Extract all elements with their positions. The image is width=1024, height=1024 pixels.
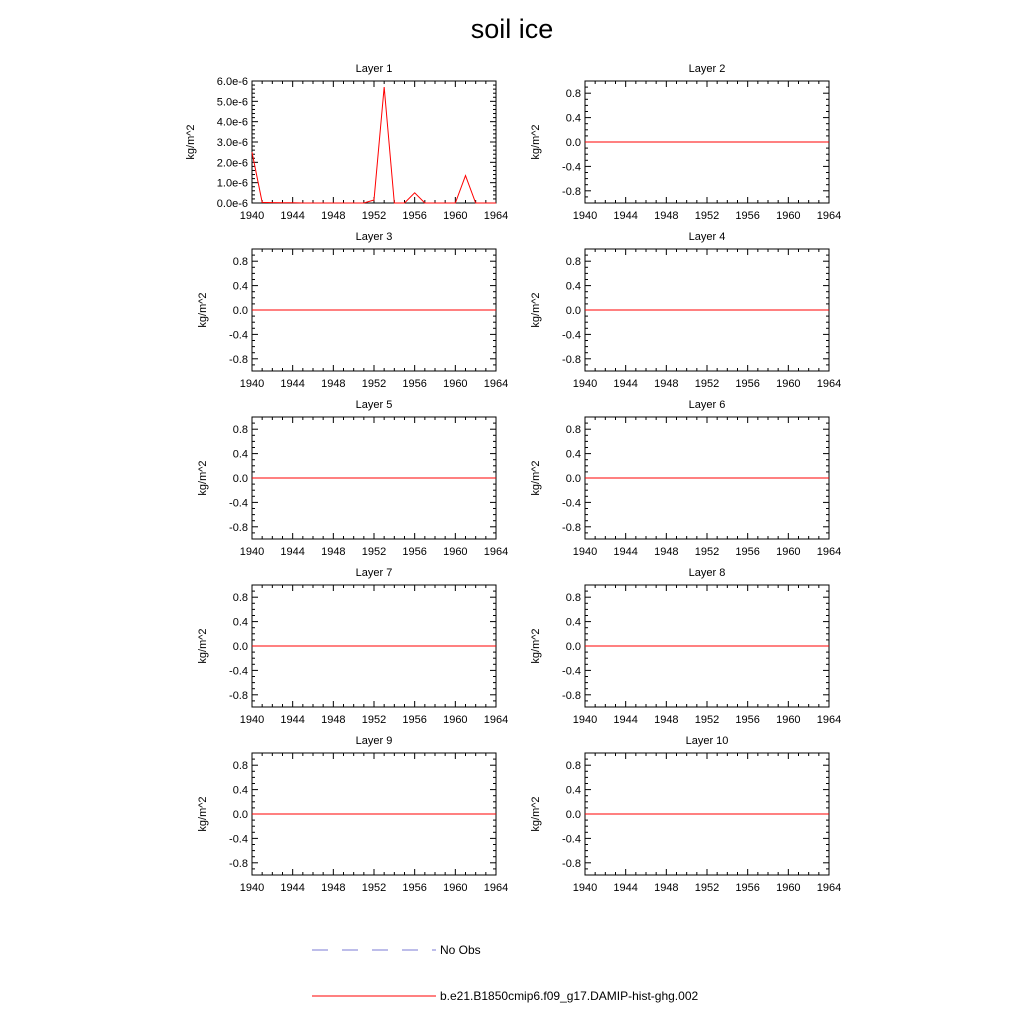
plot-frame bbox=[252, 81, 496, 203]
y-tick-label: 0.4 bbox=[565, 112, 581, 125]
y-tick-label: 0.8 bbox=[232, 760, 248, 773]
x-tick-label: 1940 bbox=[572, 714, 598, 726]
x-tick-label: 1952 bbox=[694, 882, 720, 894]
x-tick-label: 1948 bbox=[654, 378, 679, 390]
x-tick-label: 1952 bbox=[694, 546, 720, 558]
x-tick-label: 1940 bbox=[572, 546, 598, 558]
y-tick-label: 0.4 bbox=[565, 616, 581, 629]
y-tick-label: -0.4 bbox=[229, 329, 248, 342]
x-tick-label: 1948 bbox=[321, 210, 346, 222]
x-tick-label: 1964 bbox=[483, 378, 509, 390]
panel-title: Layer 4 bbox=[688, 231, 726, 243]
y-tick-label: -0.8 bbox=[229, 521, 248, 534]
y-tick-label: 0.0 bbox=[232, 641, 248, 653]
x-tick-label: 1960 bbox=[443, 378, 468, 390]
legend-swatch-solid bbox=[312, 995, 436, 997]
x-tick-label: 1940 bbox=[572, 378, 598, 390]
y-tick-label: 2.0e-6 bbox=[216, 157, 248, 170]
y-tick-label: 0.8 bbox=[565, 760, 581, 773]
x-tick-label: 1948 bbox=[321, 882, 346, 894]
x-tick-label: 1944 bbox=[280, 882, 305, 894]
x-tick-label: 1952 bbox=[694, 714, 720, 726]
x-tick-label: 1944 bbox=[613, 714, 638, 726]
x-tick-label: 1948 bbox=[654, 546, 679, 558]
y-axis-label: kg/m^2 bbox=[185, 124, 197, 160]
y-tick-label: -0.4 bbox=[562, 833, 581, 846]
y-tick-label: -0.4 bbox=[562, 329, 581, 342]
x-tick-label: 1948 bbox=[654, 882, 679, 894]
x-tick-label: 1960 bbox=[443, 882, 468, 894]
y-axis-label: kg/m^2 bbox=[197, 796, 209, 832]
x-tick-label: 1964 bbox=[816, 378, 842, 390]
chart-panel-layer-8 bbox=[530, 567, 841, 726]
y-tick-label: -0.8 bbox=[562, 521, 581, 534]
x-tick-label: 1952 bbox=[361, 546, 387, 558]
chart-panel-layer-5 bbox=[197, 399, 508, 558]
chart-panel-layer-9 bbox=[197, 735, 508, 894]
x-tick-label: 1964 bbox=[816, 546, 842, 558]
y-tick-label: 0.0 bbox=[565, 473, 581, 485]
panel-title: Layer 5 bbox=[355, 399, 393, 411]
x-tick-label: 1960 bbox=[776, 210, 801, 222]
x-tick-label: 1964 bbox=[816, 210, 842, 222]
x-tick-label: 1952 bbox=[361, 378, 387, 390]
x-tick-label: 1956 bbox=[402, 714, 427, 726]
y-tick-label: -0.8 bbox=[229, 353, 248, 366]
y-tick-label: -0.4 bbox=[562, 497, 581, 510]
panel-title: Layer 6 bbox=[688, 399, 726, 411]
y-tick-label: 0.0 bbox=[232, 473, 248, 485]
y-axis-label: kg/m^2 bbox=[530, 460, 542, 496]
x-tick-label: 1948 bbox=[321, 546, 346, 558]
chart-panel-layer-7 bbox=[197, 567, 508, 726]
x-tick-label: 1940 bbox=[239, 714, 265, 726]
y-tick-label: 0.8 bbox=[232, 424, 248, 437]
x-tick-label: 1960 bbox=[776, 546, 801, 558]
y-tick-label: 0.0 bbox=[565, 305, 581, 317]
x-tick-label: 1948 bbox=[321, 714, 346, 726]
x-tick-label: 1944 bbox=[613, 882, 638, 894]
chart-panel-layer-10 bbox=[530, 735, 841, 894]
x-tick-label: 1964 bbox=[483, 882, 509, 894]
x-tick-label: 1944 bbox=[280, 714, 305, 726]
y-tick-label: 6.0e-6 bbox=[216, 76, 248, 88]
panel-title: Layer 9 bbox=[355, 735, 393, 747]
y-axis-label: kg/m^2 bbox=[530, 292, 542, 328]
y-tick-label: 0.4 bbox=[565, 784, 581, 797]
y-axis-label: kg/m^2 bbox=[197, 460, 209, 496]
legend-label: b.e21.B1850cmip6.f09_g17.DAMIP-hist-ghg.002 bbox=[440, 989, 699, 1003]
y-tick-label: -0.4 bbox=[229, 665, 248, 678]
chart-panel-layer-2 bbox=[530, 63, 841, 222]
chart-panel-layer-4 bbox=[530, 231, 841, 390]
y-tick-label: 0.4 bbox=[232, 784, 248, 797]
x-tick-label: 1964 bbox=[816, 882, 842, 894]
chart-panel-layer-3 bbox=[197, 231, 508, 390]
x-tick-label: 1948 bbox=[654, 714, 679, 726]
legend-swatch-dashed bbox=[312, 949, 436, 951]
y-tick-label: 0.8 bbox=[565, 88, 581, 101]
x-tick-label: 1940 bbox=[239, 546, 265, 558]
x-tick-label: 1956 bbox=[402, 378, 427, 390]
chart-panel-layer-1 bbox=[185, 63, 508, 222]
x-tick-label: 1944 bbox=[280, 546, 305, 558]
y-tick-label: -0.8 bbox=[562, 689, 581, 702]
x-tick-label: 1964 bbox=[483, 714, 509, 726]
x-tick-label: 1960 bbox=[443, 714, 468, 726]
y-tick-label: 1.0e-6 bbox=[216, 177, 248, 190]
y-axis-label: kg/m^2 bbox=[530, 628, 542, 664]
panel-title: Layer 3 bbox=[355, 231, 393, 243]
y-axis-label: kg/m^2 bbox=[197, 292, 209, 328]
x-tick-label: 1940 bbox=[572, 210, 598, 222]
x-tick-label: 1948 bbox=[321, 378, 346, 390]
y-tick-label: 0.4 bbox=[565, 280, 581, 293]
y-tick-label: 5.0e-6 bbox=[216, 96, 248, 109]
x-tick-label: 1960 bbox=[443, 210, 468, 222]
x-tick-label: 1964 bbox=[816, 714, 842, 726]
x-tick-label: 1940 bbox=[239, 378, 265, 390]
x-tick-label: 1952 bbox=[694, 378, 720, 390]
x-tick-label: 1960 bbox=[776, 378, 801, 390]
x-tick-label: 1956 bbox=[402, 882, 427, 894]
y-tick-label: -0.4 bbox=[562, 161, 581, 174]
x-tick-label: 1948 bbox=[654, 210, 679, 222]
chart-panel-layer-6 bbox=[530, 399, 841, 558]
x-tick-label: 1944 bbox=[280, 210, 305, 222]
x-tick-label: 1960 bbox=[443, 546, 468, 558]
x-tick-label: 1944 bbox=[613, 546, 638, 558]
x-tick-label: 1956 bbox=[402, 210, 427, 222]
x-tick-label: 1944 bbox=[280, 378, 305, 390]
x-tick-label: 1952 bbox=[361, 210, 387, 222]
y-tick-label: 0.4 bbox=[232, 616, 248, 629]
panel-title: Layer 1 bbox=[355, 63, 393, 75]
x-tick-label: 1952 bbox=[361, 714, 387, 726]
x-tick-label: 1960 bbox=[776, 714, 801, 726]
y-tick-label: 0.8 bbox=[565, 592, 581, 605]
x-tick-label: 1952 bbox=[361, 882, 387, 894]
legend-label: No Obs bbox=[440, 943, 481, 957]
y-tick-label: 0.4 bbox=[232, 280, 248, 293]
y-tick-label: -0.8 bbox=[562, 353, 581, 366]
y-tick-label: -0.4 bbox=[229, 497, 248, 510]
y-tick-label: -0.8 bbox=[229, 857, 248, 870]
x-tick-label: 1944 bbox=[613, 210, 638, 222]
y-tick-label: 0.0 bbox=[565, 809, 581, 821]
panel-title: Layer 10 bbox=[685, 735, 729, 747]
y-tick-label: 0.0 bbox=[565, 137, 581, 149]
x-tick-label: 1956 bbox=[735, 378, 760, 390]
x-tick-label: 1956 bbox=[402, 546, 427, 558]
panel-title: Layer 7 bbox=[355, 567, 393, 579]
y-tick-label: 0.0e-6 bbox=[216, 198, 248, 210]
y-tick-label: 0.8 bbox=[232, 256, 248, 269]
y-tick-label: 0.8 bbox=[565, 424, 581, 437]
series-line bbox=[252, 87, 496, 203]
y-tick-label: 0.8 bbox=[565, 256, 581, 269]
y-tick-label: 0.0 bbox=[565, 641, 581, 653]
y-tick-label: -0.8 bbox=[562, 857, 581, 870]
page-title: soil ice bbox=[470, 14, 554, 44]
y-axis-label: kg/m^2 bbox=[197, 628, 209, 664]
y-tick-label: 4.0e-6 bbox=[216, 116, 248, 129]
x-tick-label: 1940 bbox=[239, 210, 265, 222]
x-tick-label: 1960 bbox=[776, 882, 801, 894]
x-tick-label: 1940 bbox=[572, 882, 598, 894]
y-tick-label: -0.8 bbox=[562, 185, 581, 198]
y-tick-label: 0.4 bbox=[232, 448, 248, 461]
y-tick-label: -0.4 bbox=[229, 833, 248, 846]
y-axis-label: kg/m^2 bbox=[530, 124, 542, 160]
x-tick-label: 1956 bbox=[735, 546, 760, 558]
y-tick-label: -0.8 bbox=[229, 689, 248, 702]
x-tick-label: 1956 bbox=[735, 714, 760, 726]
x-tick-label: 1956 bbox=[735, 882, 760, 894]
x-tick-label: 1964 bbox=[483, 546, 509, 558]
y-tick-label: 0.0 bbox=[232, 809, 248, 821]
x-tick-label: 1964 bbox=[483, 210, 509, 222]
y-tick-label: 0.4 bbox=[565, 448, 581, 461]
panel-title: Layer 8 bbox=[688, 567, 726, 579]
y-tick-label: 0.0 bbox=[232, 305, 248, 317]
x-tick-label: 1944 bbox=[613, 378, 638, 390]
y-tick-label: 3.0e-6 bbox=[216, 137, 248, 149]
y-tick-label: -0.4 bbox=[562, 665, 581, 678]
y-tick-label: 0.8 bbox=[232, 592, 248, 605]
x-tick-label: 1940 bbox=[239, 882, 265, 894]
x-tick-label: 1952 bbox=[694, 210, 720, 222]
y-axis-label: kg/m^2 bbox=[530, 796, 542, 832]
x-tick-label: 1956 bbox=[735, 210, 760, 222]
panel-title: Layer 2 bbox=[688, 63, 726, 75]
